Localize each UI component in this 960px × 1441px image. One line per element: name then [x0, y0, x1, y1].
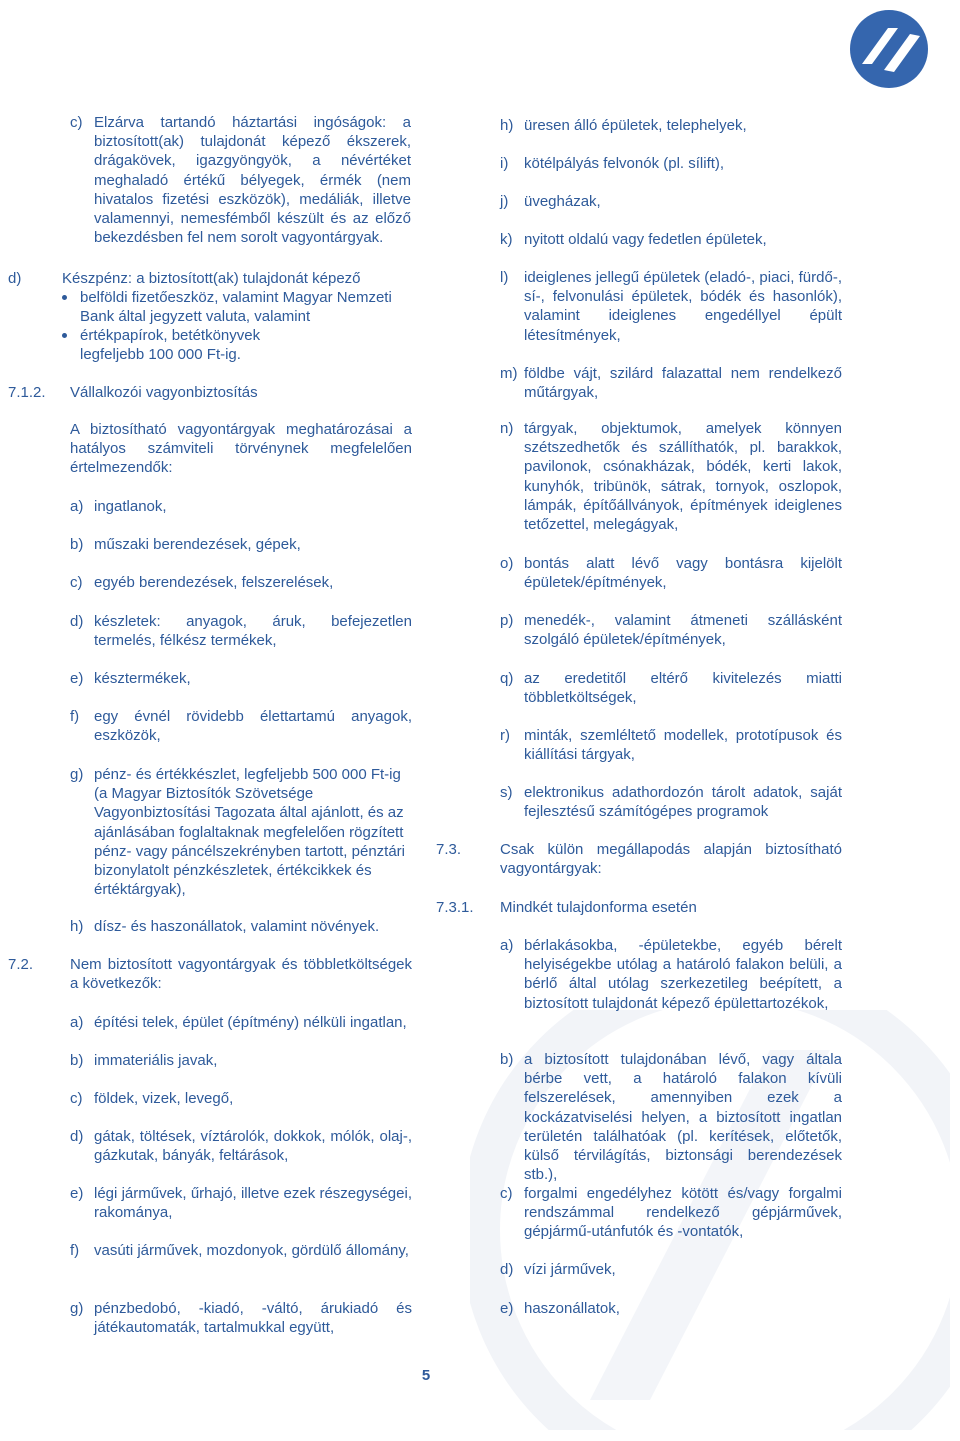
- item-label: n): [500, 420, 514, 437]
- item-text: immateriális javak,: [94, 1052, 218, 1069]
- item-label: h): [70, 918, 84, 935]
- cash-limit: legfeljebb 100 000 Ft-ig.: [80, 346, 241, 363]
- item-text: vízi járművek,: [524, 1261, 616, 1278]
- item-label: r): [500, 727, 510, 744]
- item-text: elektronikus adathordozón tárolt adatok, saját fejlesztésű számítógépes programok: [524, 784, 842, 821]
- item-text: vasúti járművek, mozdonyok, gördülő állomány,: [94, 1242, 409, 1259]
- item-text: pénzbedobó, -kiadó, -váltó, árukiadó és játékautomaták, tartalmukkal együtt,: [94, 1300, 412, 1337]
- item-label: b): [70, 1052, 84, 1069]
- item-text: a biztosított tulajdonában lévő, vagy általa bérbe vett, a határoló falakon kívüli felszerelések, amennyiben ezek a kockázatviselési helyen, a biztosított ingatlan területén találhatóak (pl. kerítések, előtetők, külső térvilágítás, biztonsági berendezések stb.),: [524, 1051, 842, 1184]
- item-text: egyéb berendezések, felszerelések,: [94, 574, 334, 591]
- item-label: c): [70, 1090, 83, 1107]
- item-text: az eredetitől eltérő kivitelezés miatti többletköltségek,: [524, 670, 842, 707]
- section-number: 7.2.: [8, 956, 34, 973]
- item-label: d): [500, 1261, 514, 1278]
- item-label: d): [70, 613, 84, 630]
- cash-intro: Készpénz: a biztosított(ak) tulajdonát képező: [62, 270, 361, 287]
- item-label: c): [70, 574, 83, 591]
- section-intro: A biztosítható vagyontárgyak meghatározásai a hatályos számviteli törvénynek megfelelően értelmezendők:: [70, 421, 412, 477]
- item-text: üvegházak,: [524, 193, 601, 210]
- item-label: d): [70, 1128, 84, 1145]
- item-label: e): [70, 1185, 84, 1202]
- cash-bullet: belföldi fizetőeszköz, valamint Magyar Nemzeti Bank által jegyzett valuta, valamint: [80, 288, 412, 326]
- item-text: földbe vájt, szilárd falazattal nem rendelkező műtárgyak,: [524, 365, 842, 402]
- item-label: g): [70, 1300, 84, 1317]
- item-text: üresen álló épületek, telephelyek,: [524, 117, 747, 134]
- item-label: h): [500, 117, 514, 134]
- item-label: b): [70, 536, 84, 553]
- item-text: haszonállatok,: [524, 1300, 620, 1317]
- section-number: 7.3.: [436, 841, 462, 858]
- cash-bullet: értékpapírok, betétkönyvek: [80, 326, 412, 345]
- item-text: bérlakásokba, -épületekbe, egyéb bérelt helyiségekbe utólag a határoló falakon belüli, a bérlő által utólag szerkezetileg beépített, a biztosított tulajdonát képező épülettartozékok,: [524, 937, 842, 1012]
- item-label: b): [500, 1051, 514, 1068]
- item-text: késztermékek,: [94, 670, 191, 687]
- item-label: k): [500, 231, 513, 248]
- item-text: légi járművek, űrhajó, illetve ezek részegységei, rakománya,: [94, 1185, 412, 1222]
- item-label: e): [70, 670, 84, 687]
- section-intro: Nem biztosított vagyontárgyak és többletköltségek a következők:: [70, 956, 412, 993]
- item-label: g): [70, 766, 84, 783]
- item-text: forgalmi engedélyhez kötött és/vagy forgalmi rendszámmal rendelkező gépjárművek, gépjármű-utánfutók és -vontatók,: [524, 1185, 842, 1241]
- section-number: 7.1.2.: [8, 384, 46, 401]
- item-text: minták, szemléltető modellek, prototípusok és kiállítási tárgyak,: [524, 727, 842, 764]
- item-label: m): [500, 365, 518, 382]
- page-number: 5: [421, 1367, 431, 1384]
- item-label: j): [500, 193, 509, 210]
- item-label: c): [70, 114, 83, 131]
- section-heading: Vállalkozói vagyonbiztosítás: [70, 384, 258, 401]
- item-text: kötélpályás felvonók (pl. sílift),: [524, 155, 725, 172]
- item-label: o): [500, 555, 514, 572]
- item-label: d): [8, 270, 22, 287]
- section-text: Csak külön megállapodás alapján biztosítható vagyontárgyak:: [500, 841, 842, 878]
- item-text: menedék-, valamint átmeneti szállásként szolgáló épületek/építmények,: [524, 612, 842, 649]
- item-label: a): [70, 1014, 84, 1031]
- item-text: földek, vizek, levegő,: [94, 1090, 234, 1107]
- item-label: c): [500, 1185, 513, 1202]
- item-text: építési telek, épület (építmény) nélküli ingatlan,: [94, 1014, 407, 1031]
- item-text: ideiglenes jellegű épületek (eladó-, piaci, fürdő-, sí-, felvonulási épületek, bódék és hasonlók), valamint ideiglenes engedéllyel épült létesítmények,: [524, 269, 842, 344]
- item-label: a): [500, 937, 514, 954]
- insurer-logo-icon: [848, 8, 930, 90]
- item-label: l): [500, 269, 509, 286]
- item-text: gátak, töltések, víztárolók, dokkok, mólók, olaj-, gázkutak, bányák, feltárások,: [94, 1128, 412, 1165]
- section-number: 7.3.1.: [436, 899, 474, 916]
- item-label: f): [70, 1242, 80, 1259]
- item-text: Elzárva tartandó háztartási ingóságok: a biztosított(ak) tulajdonát képező ékszerek, drágakövek, igazgyöngyök, a névértéket meghaladó értékű bélyegek, érmék (nem hivatalos fizetési eszközök), medáliák, illetve valamennyi, nemesfémből készült és az előző bekezdésben fel nem sorolt vagyontárgyak.: [94, 114, 411, 247]
- item-label: i): [500, 155, 509, 172]
- item-text: egy évnél rövidebb élettartamú anyagok, eszközök,: [94, 708, 412, 745]
- item-label: f): [70, 708, 80, 725]
- item-text: bontás alatt lévő vagy bontásra kijelölt épületek/építmények,: [524, 555, 842, 592]
- item-label: s): [500, 784, 513, 801]
- section-heading: Mindkét tulajdonforma esetén: [500, 899, 697, 916]
- item-text: dísz- és haszonállatok, valamint növények.: [94, 918, 380, 935]
- item-label: e): [500, 1300, 514, 1317]
- item-text: tárgyak, objektumok, amelyek könnyen szétszedhetők és szállíthatók, pl. barakkok, pavilonok, csónakházak, bódék, kerti lakok, kunyhók, tribünök, sátrak, tornyok, oszlopok, lámpák, építőállványok, építmények ideiglenes tetőzettel, melegágyak,: [524, 420, 842, 534]
- item-label: q): [500, 670, 514, 687]
- item-text: készletek: anyagok, áruk, befejezetlen termelés, félkész termékek,: [94, 613, 412, 650]
- item-text: pénz- és értékkészlet, legfeljebb 500 000 Ft-ig (a Magyar Biztosítók Szövetsége Vagyonbiztosítási Tagozata által ajánlott, és az ajánlásában foglaltaknak megfelelően rögzített pénz- vagy páncélszekrényben tartott, pénztári bizonylatolt pénzkészletek, értékcikkek és értéktárgyak),: [94, 766, 406, 899]
- item-text: műszaki berendezések, gépek,: [94, 536, 301, 553]
- item-label: a): [70, 498, 84, 515]
- item-label: p): [500, 612, 514, 629]
- item-text: ingatlanok,: [94, 498, 167, 515]
- item-text: nyitott oldalú vagy fedetlen épületek,: [524, 231, 767, 248]
